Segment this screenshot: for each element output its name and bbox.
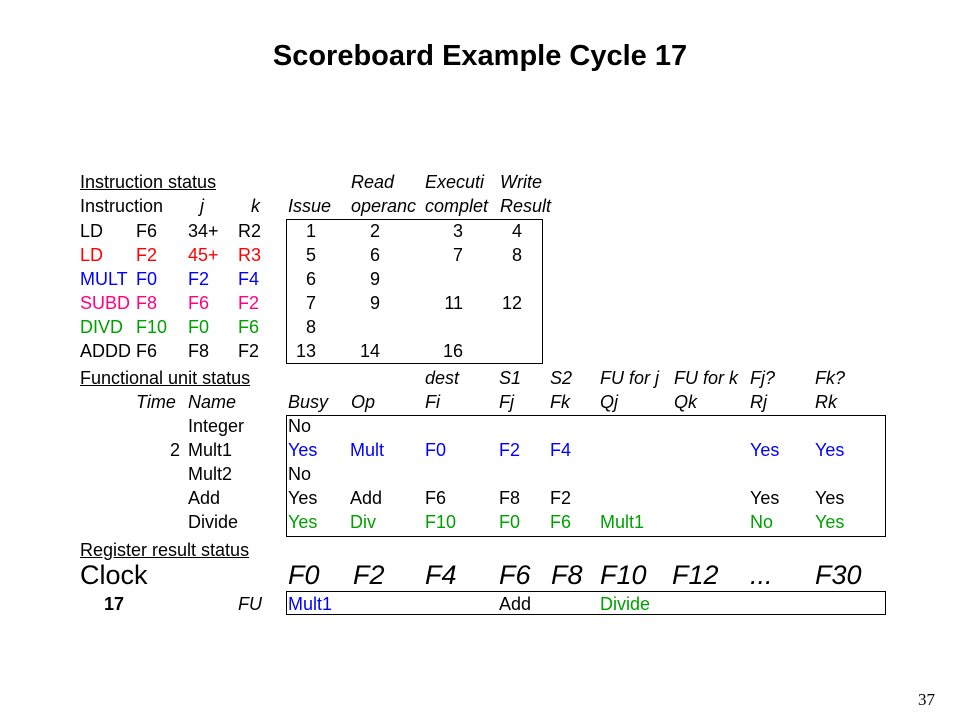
header-fj-ready: Fj? xyxy=(750,368,776,388)
instr-issue: 8 xyxy=(305,317,316,337)
instr-write: 8 xyxy=(511,245,522,265)
header-time: Time xyxy=(136,392,176,412)
header-name: Name xyxy=(188,392,237,412)
register-name: F30 xyxy=(815,560,862,590)
instr-exec: 7 xyxy=(452,245,463,265)
fu-qj: Mult1 xyxy=(600,512,645,532)
header-dest: dest xyxy=(425,368,460,388)
instr-k: R2 xyxy=(238,221,262,241)
fu-name: Add xyxy=(188,488,221,508)
instr-write: 4 xyxy=(511,221,522,241)
instr-read: 6 xyxy=(369,245,380,265)
instr-j: 34+ xyxy=(188,221,219,241)
instr-dest: F0 xyxy=(136,269,158,289)
instr-op: DIVD xyxy=(80,317,124,337)
register-fu-value: Add xyxy=(499,594,532,614)
header-fi: Fi xyxy=(425,392,440,412)
register-name: F4 xyxy=(425,560,457,590)
fu-op: Mult xyxy=(350,440,385,460)
fu-fj: F2 xyxy=(499,440,521,460)
fu-name: Mult2 xyxy=(188,464,233,484)
fu-op: Div xyxy=(350,512,376,532)
register-name: F0 xyxy=(288,560,320,590)
fu-rj: No xyxy=(750,512,774,532)
functional-unit-status-box xyxy=(286,415,886,537)
fu-rk: Yes xyxy=(815,488,845,508)
header-rj: Rj xyxy=(750,392,767,412)
register-name: F8 xyxy=(551,560,583,590)
fu-rj: Yes xyxy=(750,488,780,508)
header-operands: operanc xyxy=(351,196,417,216)
fu-fj: F0 xyxy=(499,512,521,532)
page-number: 37 xyxy=(918,690,935,709)
fu-busy: No xyxy=(288,416,312,436)
clock-label: Clock xyxy=(80,560,148,590)
fu-fk: F2 xyxy=(550,488,572,508)
instr-exec: 16 xyxy=(442,341,463,361)
fu-time: 2 xyxy=(169,440,180,460)
header-fk: Fk xyxy=(550,392,570,412)
instr-issue: 5 xyxy=(305,245,316,265)
instr-k: F4 xyxy=(238,269,260,289)
instr-read: 9 xyxy=(369,293,380,313)
instr-op: SUBD xyxy=(80,293,131,313)
instr-write: 12 xyxy=(501,293,522,313)
fu-op: Add xyxy=(350,488,383,508)
fu-rj: Yes xyxy=(750,440,780,460)
header-s1: S1 xyxy=(499,368,522,388)
register-result-status-heading: Register result status xyxy=(80,540,250,560)
fu-fk: F4 xyxy=(550,440,572,460)
instr-exec: 11 xyxy=(444,293,463,313)
register-result-box xyxy=(286,591,886,615)
instr-k: F2 xyxy=(238,341,260,361)
header-fu-for-j: FU for j xyxy=(600,368,660,388)
page-title: Scoreboard Example Cycle 17 xyxy=(272,40,688,72)
register-name: F10 xyxy=(600,560,647,590)
instr-dest: F10 xyxy=(136,317,168,337)
instr-j: 45+ xyxy=(188,245,219,265)
instr-op: LD xyxy=(80,245,104,265)
fu-fi: F10 xyxy=(425,512,457,532)
instr-j: F8 xyxy=(188,341,210,361)
instr-issue: 13 xyxy=(295,341,316,361)
header-rk: Rk xyxy=(815,392,837,412)
instr-issue: 7 xyxy=(305,293,316,313)
instr-k: F2 xyxy=(238,293,260,313)
header-execution: Executi xyxy=(425,172,485,192)
fu-busy: No xyxy=(288,464,312,484)
header-instruction: Instruction xyxy=(80,196,164,216)
instr-issue: 1 xyxy=(305,221,316,241)
instr-k: F6 xyxy=(238,317,260,337)
register-name: F6 xyxy=(499,560,531,590)
header-busy: Busy xyxy=(288,392,329,412)
instr-read: 14 xyxy=(359,341,380,361)
instruction-status-heading: Instruction status xyxy=(80,172,217,192)
instr-read: 9 xyxy=(369,269,380,289)
header-write: Write xyxy=(500,172,542,192)
header-complete: complet xyxy=(425,196,489,216)
header-fk-ready: Fk? xyxy=(815,368,846,388)
instr-j: F2 xyxy=(188,269,210,289)
instr-dest: F6 xyxy=(136,221,158,241)
header-s2: S2 xyxy=(550,368,573,388)
fu-busy: Yes xyxy=(288,488,318,508)
fu-fi: F6 xyxy=(425,488,447,508)
instr-op: MULT xyxy=(80,269,128,289)
fu-rk: Yes xyxy=(815,440,845,460)
instr-j: F0 xyxy=(188,317,210,337)
register-name: ... xyxy=(750,560,773,590)
fu-busy: Yes xyxy=(288,512,318,532)
fu-fj: F8 xyxy=(499,488,521,508)
fu-fi: F0 xyxy=(425,440,447,460)
header-fu-for-k: FU for k xyxy=(674,368,739,388)
instr-k: R3 xyxy=(238,245,262,265)
fu-name: Integer xyxy=(188,416,245,436)
fu-rk: Yes xyxy=(815,512,845,532)
instr-op: LD xyxy=(80,221,104,241)
header-qj: Qj xyxy=(600,392,618,412)
fu-busy: Yes xyxy=(288,440,318,460)
header-result: Result xyxy=(500,196,552,216)
header-j: j xyxy=(200,196,204,216)
header-read: Read xyxy=(351,172,395,192)
header-fj: Fj xyxy=(499,392,514,412)
register-fu-value: Divide xyxy=(600,594,651,614)
header-op: Op xyxy=(351,392,376,412)
instr-read: 2 xyxy=(369,221,380,241)
register-name: F12 xyxy=(672,560,719,590)
instr-exec: 3 xyxy=(452,221,463,241)
fu-name: Divide xyxy=(188,512,239,532)
register-fu-value: Mult1 xyxy=(288,594,333,614)
functional-unit-status-heading: Functional unit status xyxy=(80,368,251,388)
instr-issue: 6 xyxy=(305,269,316,289)
clock-value: 17 xyxy=(104,594,125,614)
fu-fk: F6 xyxy=(550,512,572,532)
header-qk: Qk xyxy=(674,392,698,412)
instr-j: F6 xyxy=(188,293,210,313)
instr-dest: F8 xyxy=(136,293,158,313)
fu-label: FU xyxy=(238,594,262,614)
header-k: k xyxy=(251,196,260,216)
fu-name: Mult1 xyxy=(188,440,233,460)
instr-dest: F2 xyxy=(136,245,158,265)
instr-dest: F6 xyxy=(136,341,158,361)
register-name: F2 xyxy=(353,560,385,590)
header-issue: Issue xyxy=(288,196,332,216)
instr-op: ADDD xyxy=(80,341,132,361)
